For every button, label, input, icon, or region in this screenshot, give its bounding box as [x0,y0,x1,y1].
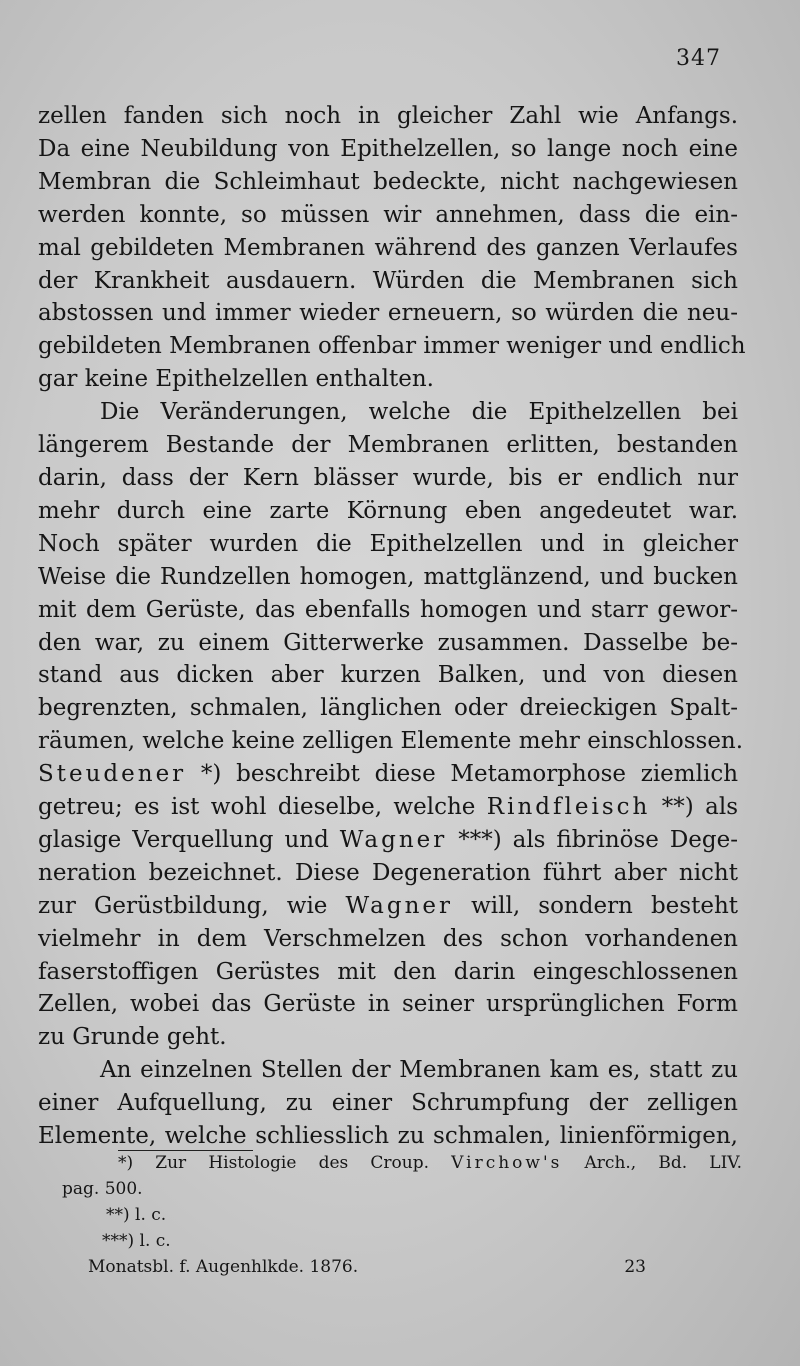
author-name: Virchow's [451,1153,563,1173]
author-name: Steudener [38,761,187,788]
text-line: mal gebildeten Membranen während des ganzen Verlaufes [38,234,738,261]
text-line: mit dem Gerüste, das ebenfalls homogen und starr gewor- [38,596,738,623]
text-line [38,791,738,824]
text-line: neration bezeichnet. Diese Degeneration führt aber nicht [38,859,738,886]
text-line: Die Veränderungen, welche die Epithelzellen bei [100,399,738,426]
text-fragment: Arch., Bd. LIV. [584,1153,743,1173]
text-line: zellen fanden sich noch in gleicher Zahl wie Anfangs. [38,103,738,129]
text-line [38,824,738,857]
text-line: einer Aufquellung, zu einer Schrumpfung der zelligen [38,1090,738,1117]
text-line: vielmehr in dem Verschmelzen des schon vorhandenen [38,925,738,952]
text-line: stand aus dicken aber kurzen Balken, und von diesen [38,662,738,689]
journal-reference: Monatsbl. f. Augenhlkde. 1876. [88,1257,359,1277]
text-line: räumen, welche keine zelligen Elemente mehr einschlossen. [38,728,744,755]
footnote: **) l. c. [106,1205,167,1225]
text-fragment: *) Zur Histologie des Croup. [118,1153,430,1173]
text-line: abstossen und immer wieder erneuern, so würden die neu- [38,300,738,327]
page-number: 347 [676,46,721,71]
text-line: gebildeten Membranen offenbar immer weniger und endlich [38,333,746,360]
text-line: Da eine Neubildung von Epithelzellen, so lange noch eine [38,135,738,162]
text-line: den war, zu einem Gitterwerke zusammen. Dasselbe be- [38,629,738,656]
footnote: ***) l. c. [102,1231,171,1251]
text-line: zu Grunde geht. [38,1024,227,1051]
footnotes [62,1150,742,1280]
footnote [62,1150,742,1176]
author-name: Wagner [339,826,448,853]
footnote-continuation: pag. 500. [62,1179,143,1199]
text-line: werden konnte, so müssen wir annehmen, dass die ein- [38,201,738,228]
text-line: Noch später wurden die Epithelzellen und in gleicher [38,530,738,557]
text-line: Elemente, welche schliesslich zu schmalen, linienförmigen, [38,1123,738,1150]
text-line: Membran die Schleimhaut bedeckte, nicht nachgewiesen [38,168,738,195]
text-line: begrenzten, schmalen, länglichen oder dreieckigen Spalt- [38,695,738,722]
body-text [38,100,746,1153]
signature-mark: 23 [624,1257,646,1277]
text-line: längerem Bestande der Membranen erlitten, bestanden [38,432,738,459]
author-name: Rindfleisch [486,794,651,821]
text-fragment: **) als [661,794,739,821]
text-fragment: zur Gerüstbildung, wie [38,892,328,919]
text-line: der Krankheit ausdauern. Würden die Membranen sich [38,267,738,294]
text-line: faserstoffigen Gerüstes mit den darin eingeschlossenen [38,958,738,985]
author-name: Wagner [345,892,454,919]
text-line [38,758,738,791]
text-fragment: will, sondern besteht [471,892,739,919]
text-fragment: *) beschreibt diese Metamorphose ziemlich [200,761,739,788]
text-line: An einzelnen Stellen der Membranen kam es, statt zu [100,1057,738,1084]
text-line: mehr durch eine zarte Körnung eben angedeutet war. [38,497,738,524]
text-fragment: glasige Verquellung und [38,826,329,853]
text-line: Weise die Rundzellen homogen, mattglänzend, und bucken [38,563,738,590]
text-line [38,890,738,923]
text-fragment: ***) als fibrinöse Dege- [458,826,738,853]
text-line: Zellen, wobei das Gerüste in seiner ursprünglichen Form [38,991,738,1018]
text-line: gar keine Epithelzellen enthalten. [38,366,434,393]
running-footer [62,1254,742,1280]
text-fragment: getreu; es ist wohl dieselbe, welche [38,794,476,821]
text-line: darin, dass der Kern blässer wurde, bis er endlich nur [38,464,738,491]
